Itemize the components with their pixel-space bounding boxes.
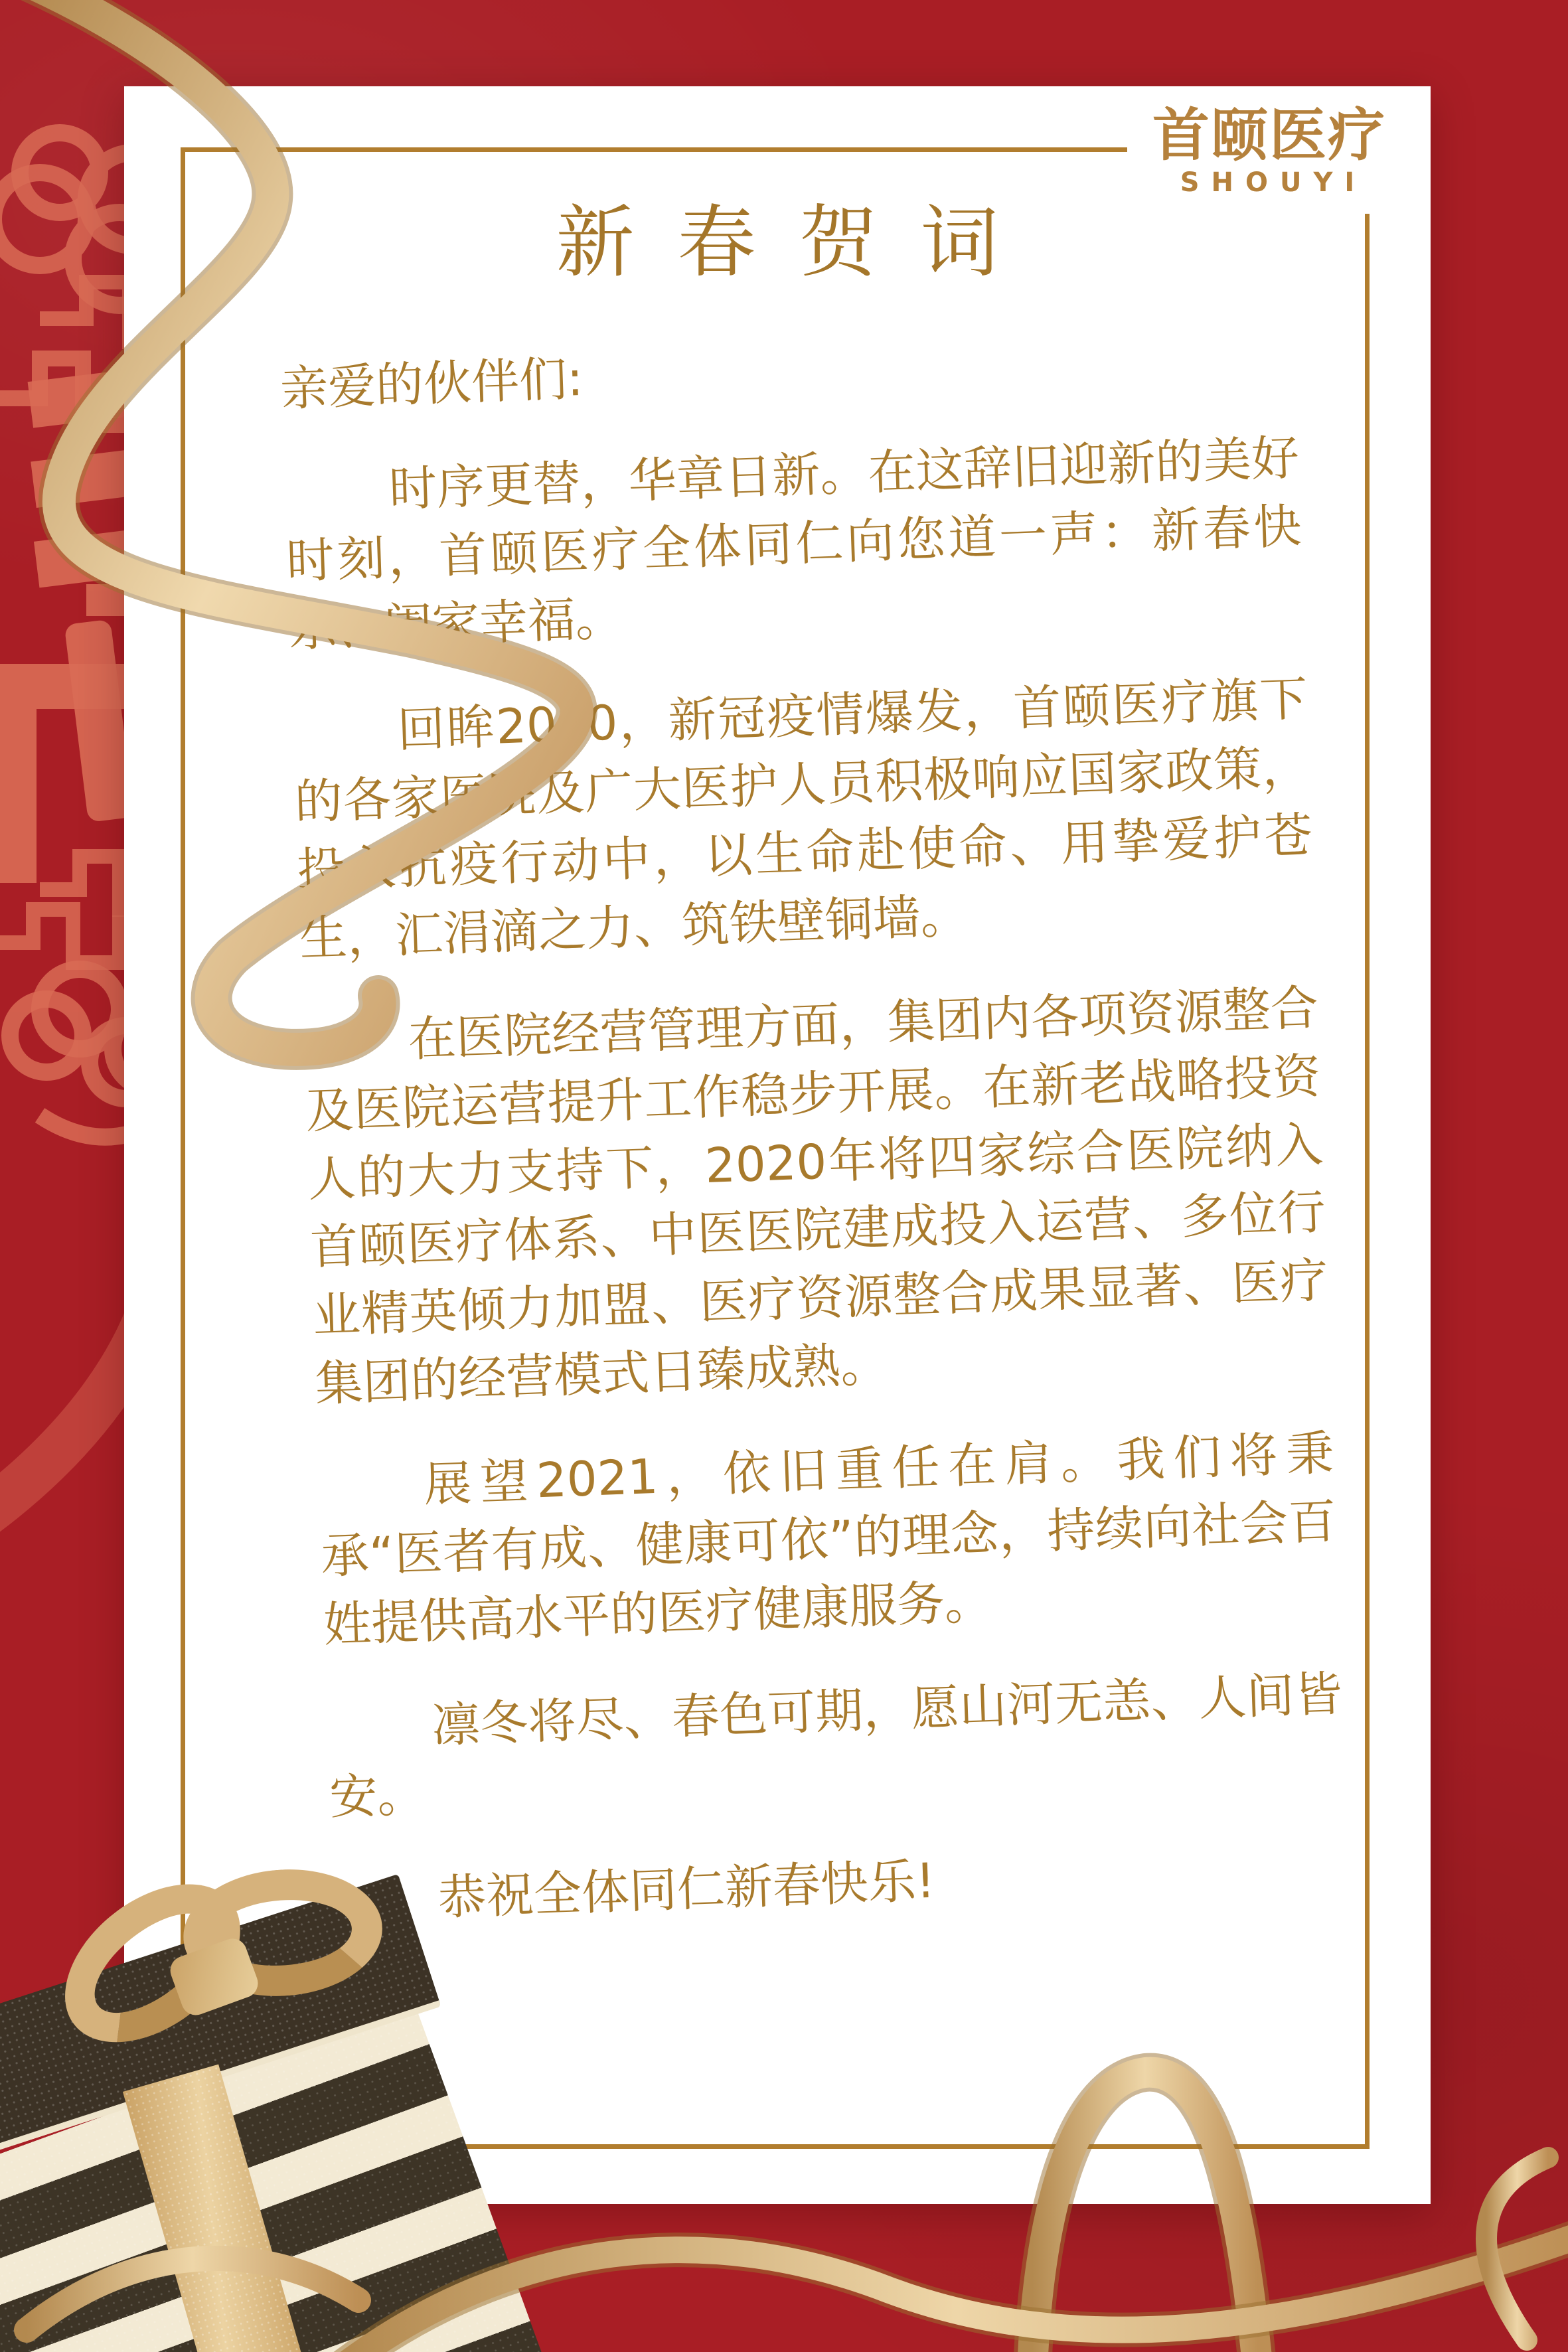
letter-paragraph-4: 展望2021，依旧重任在肩。我们将秉承“医者有成、健康可依”的理念，持续向社会百姓提供高水平的医疗健康服务。 <box>320 1425 1338 1653</box>
letter-paragraph-3: 在医院经营管理方面，集团内各项资源整合及医院运营提升工作稳步开展。在新老战略投资人的大力支持下，2020年将四家综合医院纳入首颐医疗体系、中医医院建成投入运营、多位行业精英倾力加盟、医疗资源整合成果显著、医疗集团的经营模式日臻成熟。 <box>304 979 1329 1413</box>
letter-paragraph-2: 回眸2020，新冠疫情爆发，首颐医疗旗下的各家医院及广大医护人员积极响应国家政策，投入抗疫行动中，以生命赴使命、用挚爱护苍生，汇涓滴之力、筑铁壁铜墙。 <box>293 670 1314 967</box>
logo-chinese-name: 首颐医疗 <box>1152 102 1386 169</box>
salutation: 亲爱的伙伴们: <box>279 350 584 417</box>
letter-paragraph-5: 凛冬将尽、春色可期，愿山河无恙、人间皆安。 <box>328 1666 1344 1826</box>
gold-ribbons-bottom-icon <box>0 1958 1568 2352</box>
ribbon-strands <box>27 2073 1568 2352</box>
logo-english-name: SHOUYI <box>1180 167 1367 198</box>
page-title: 新春贺词 <box>556 196 1042 288</box>
gold-ribbon-top-left-icon <box>0 0 651 1115</box>
letter-paragraph-1: 时序更替，华章日新。在这辞旧迎新的美好时刻，首颐医疗全体同仁向您道一声：新春快乐、阖家幸福。 <box>285 430 1302 658</box>
letter-paragraph-6: 恭祝全体同仁新春快乐! <box>437 1852 936 1926</box>
